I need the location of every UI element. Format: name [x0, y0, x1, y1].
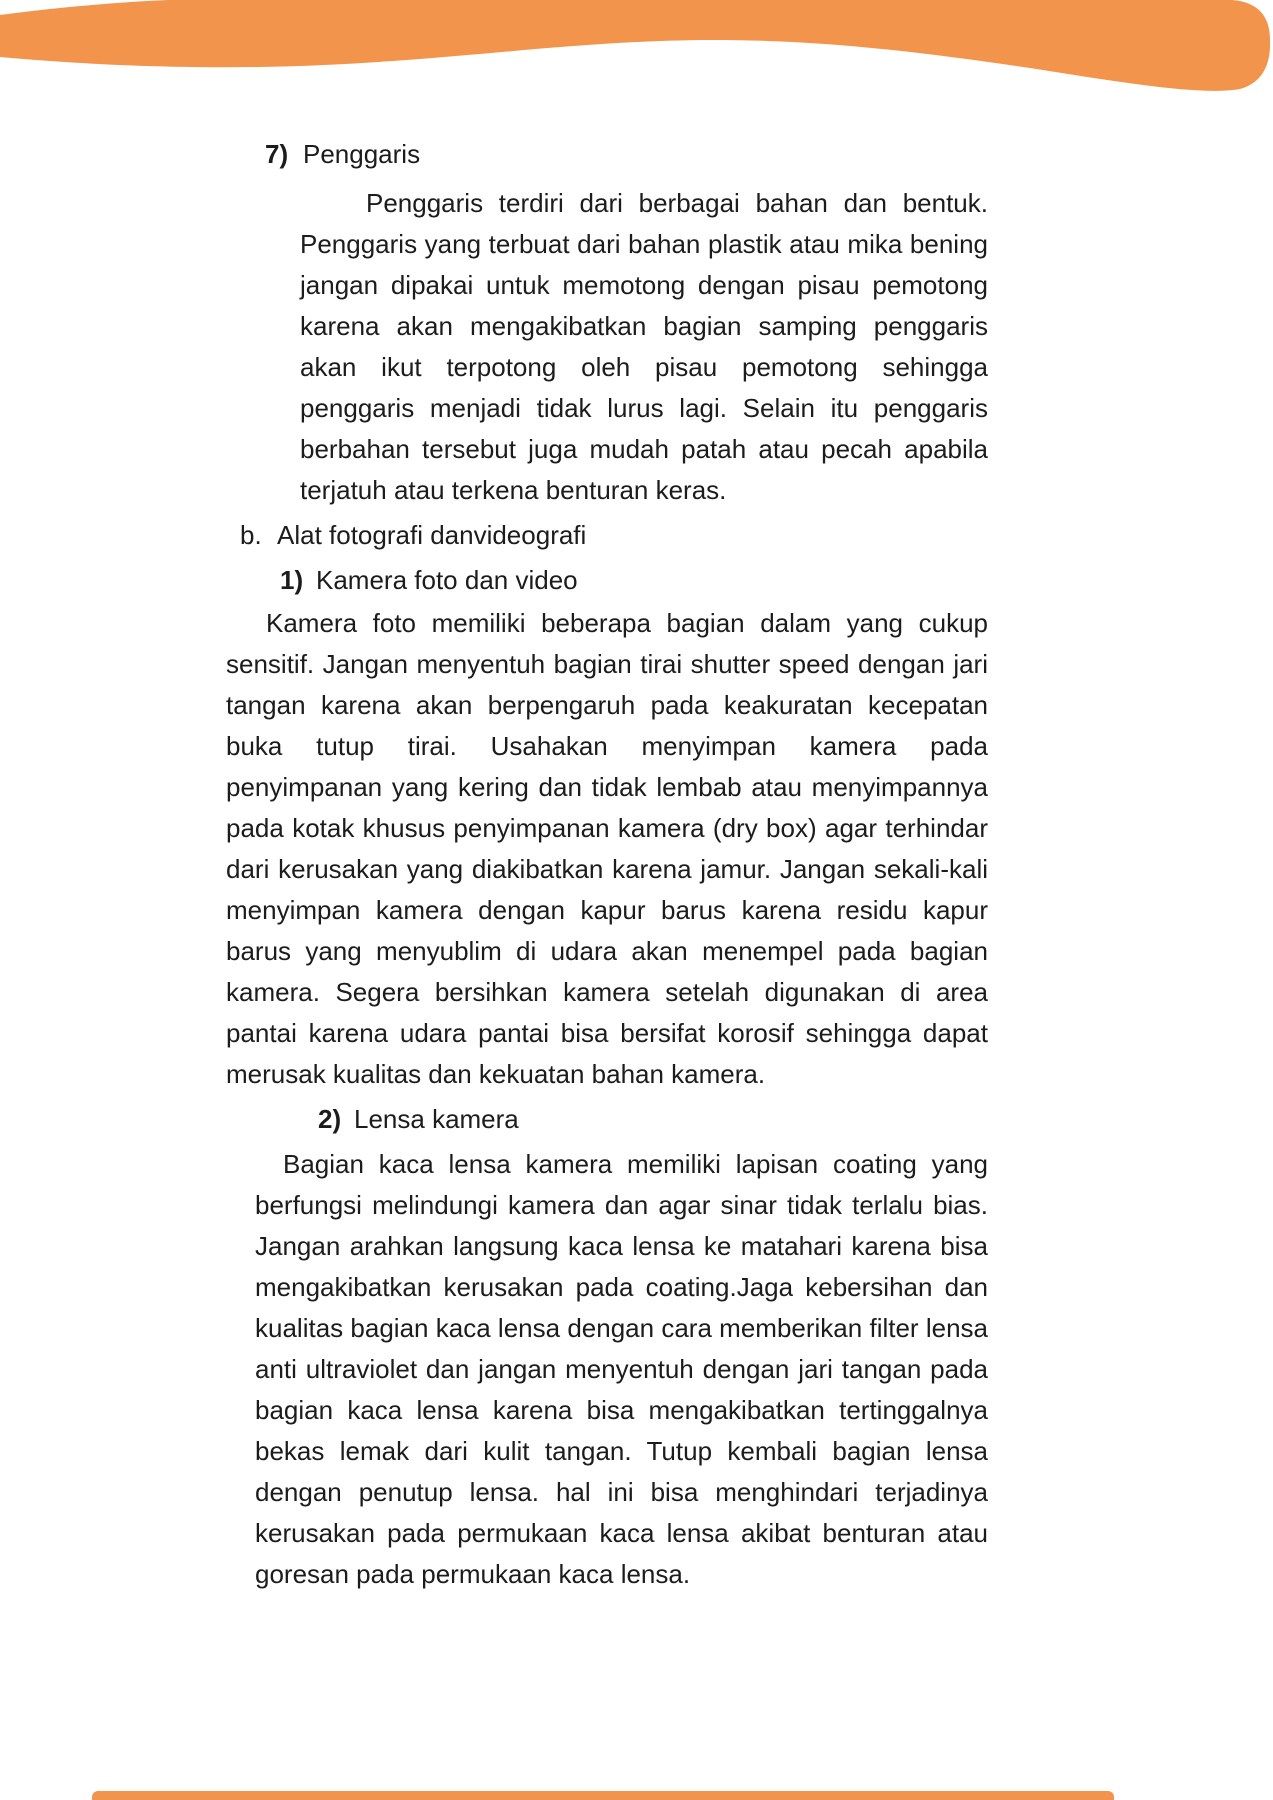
heading-alat-fotografi: [240, 515, 1273, 556]
heading-alat-fotografi-label: Alat fotografi danvideografi: [277, 520, 587, 550]
footer-bar-decoration: [92, 1791, 1114, 1800]
heading-penggaris: [265, 134, 1273, 175]
paragraph-lensa: Bagian kaca lensa kamera memiliki lapisan coating yang berfungsi melindungi kamera dan agar sinar tidak terlalu bias. Jangan arahkan langsung kaca lensa ke matahari karena bisa mengakibatkan kerusakan pada coating.Jaga kebersihan dan kualitas bagian kaca lensa dengan cara memberikan filter lensa anti ultraviolet dan jangan menyentuh dengan jari tangan pada bagian kaca lensa karena bisa mengakibatkan tertinggalnya bekas lemak dari kulit tangan. Tutup kembali bagian lensa dengan penutup lensa. hal ini bisa menghindari terjadinya kerusakan pada permukaan kaca lensa akibat benturan atau goresan pada permukaan kaca lensa.: [255, 1149, 988, 1589]
heading-kamera-marker: 1): [280, 565, 304, 595]
heading-kamera-label: Kamera foto dan video: [316, 565, 578, 595]
heading-lensa-label: Lensa kamera: [354, 1104, 519, 1134]
heading-lensa-marker: 2): [318, 1104, 342, 1134]
heading-penggaris-label: Penggaris: [303, 139, 421, 169]
heading-kamera: [280, 560, 1273, 601]
paragraph-kamera: Kamera foto memiliki beberapa bagian dalam yang cukup sensitif. Jangan menyentuh bagian tirai shutter speed dengan jari tangan karena akan berpengaruh pada keakuratan kecepatan buka tutup tirai. Usahakan menyimpan kamera pada penyimpanan yang kering dan tidak lembab atau menyimpannya pada kotak khusus penyimpanan kamera (dry box) agar terhindar dari kerusakan yang diakibatkan karena jamur. Jangan sekali-kali menyimpan kamera dengan kapur barus karena residu kapur barus yang menyublim di udara akan menempel pada bagian kamera. Segera bersihkan kamera setelah digunakan di area pantai karena udara pantai bisa bersifat korosif sehingga dapat merusak kualitas dan kekuatan bahan kamera.: [226, 608, 988, 1089]
heading-lensa: [318, 1099, 1273, 1140]
page-content: [0, 128, 1273, 1595]
header-wave-decoration: [0, 0, 1273, 120]
heading-penggaris-marker: 7): [265, 139, 289, 169]
paragraph-penggaris: Penggaris terdiri dari berbagai bahan dan bentuk. Penggaris yang terbuat dari bahan plastik atau mika bening jangan dipakai untuk memotong dengan pisau pemotong karena akan mengakibatkan bagian samping penggaris akan ikut terpotong oleh pisau pemotong sehingga penggaris menjadi tidak lurus lagi. Selain itu penggaris berbahan tersebut juga mudah patah atau pecah apabila terjatuh atau terkena benturan keras.: [300, 188, 988, 505]
heading-alat-fotografi-marker: b.: [240, 520, 262, 550]
